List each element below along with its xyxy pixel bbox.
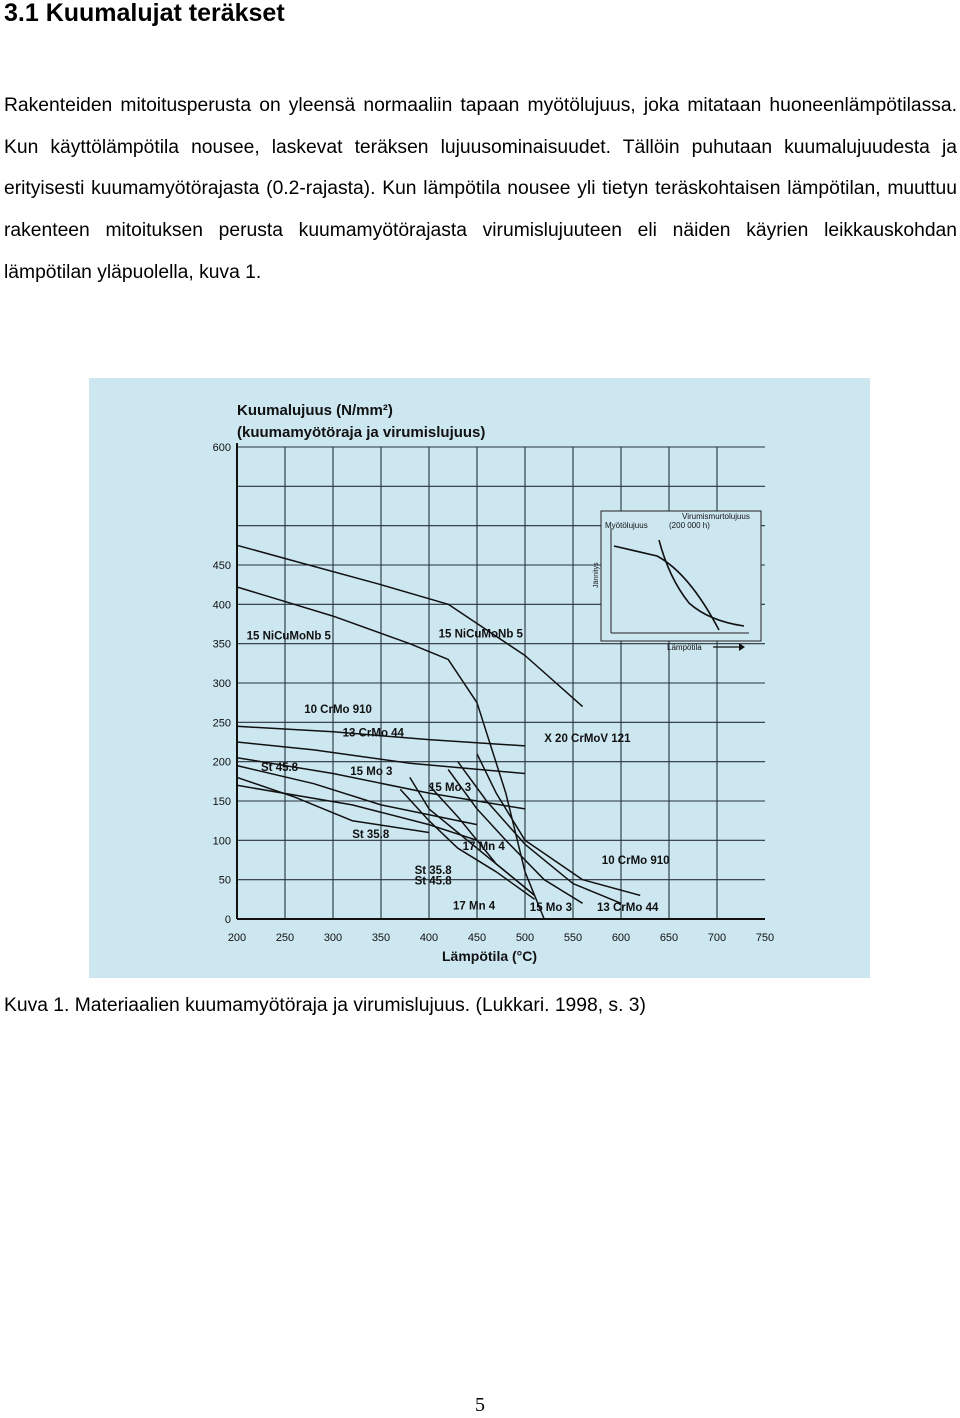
inset-diagram (593, 511, 761, 652)
inset-label-creep-hours: (200 000 h) (669, 521, 710, 530)
curve-annotation: St 35.8 (352, 828, 390, 841)
series-line (458, 762, 621, 904)
body-paragraph: Rakenteiden mitoitusperusta on yleensä normaaliin tapaan myötölujuus, joka mitataan huoneenlämpötilassa. Kun käyttölämpötila nousee, laskevat teräksen lujuusominaisuudet. Tällöin puhutaan kuumalujuudesta ja erityisesti kuumamyötörajasta (0.2-rajasta). Kun lämpötila nousee yli tietyn teräskohtaisen lämpötilan, muuttuu rakenteen mitoituksen perusta kuumamyötörajasta virumislujuuteen eli näiden käyrien leikkauskohdan lämpötilan yläpuolella, kuva 1. (4, 95, 957, 283)
series-line (477, 754, 640, 896)
x-tick-label: 650 (659, 932, 679, 944)
inset-label-temperature: Lämpötila (667, 643, 702, 652)
curve-annotation: 10 CrMo 910 (304, 703, 372, 716)
y-tick-label: 0 (224, 914, 231, 926)
y-tick-label: 150 (212, 796, 231, 808)
x-tick-label: 700 (707, 932, 727, 944)
curve-annotation: St 45.8 (414, 875, 452, 888)
x-tick-label: 500 (515, 932, 535, 944)
curve-annotation: 15 NiCuMoNb 5 (438, 628, 523, 641)
curve-annotation: 15 Mo 3 (429, 781, 472, 794)
chart-title: Kuumalujuus (N/mm²) (237, 402, 393, 419)
inset-box (601, 511, 761, 641)
curve-annotation: 15 Mo 3 (350, 766, 393, 779)
inset-label-yield: Myötölujuus (605, 521, 648, 530)
curve-annotation: 17 Mn 4 (453, 900, 496, 913)
x-tick-label: 300 (323, 932, 343, 944)
y-tick-label: 250 (212, 717, 231, 730)
curve-annotation: 15 Mo 3 (529, 902, 572, 915)
figure-caption: Kuva 1. Materiaalien kuumamyötöraja ja virumislujuus. (Lukkari. 1998, s. 3) (4, 995, 646, 1016)
y-tick-label: 400 (212, 599, 231, 612)
y-tick-label: 200 (212, 756, 231, 769)
curve-annotation: 15 NiCuMoNb 5 (246, 630, 331, 643)
curve-annotation: 13 CrMo 44 (597, 902, 659, 915)
figure-chart (89, 378, 870, 978)
curve-annotation: St 45.8 (261, 762, 299, 775)
curve-annotation: 10 CrMo 910 (601, 854, 670, 867)
x-tick-label: 400 (419, 932, 439, 944)
x-tick-label: 450 (467, 932, 487, 944)
strength-temperature-chart (89, 378, 870, 978)
x-tick-label: 250 (275, 932, 295, 944)
curve-annotation: 13 CrMo 44 (342, 727, 404, 740)
x-tick-label: 200 (227, 932, 247, 944)
chart-subtitle: (kuumamyötöraja ja virumislujuus) (237, 424, 486, 441)
curve-annotation: 17 Mn 4 (462, 840, 505, 853)
x-tick-label: 750 (755, 932, 775, 944)
x-tick-label: 350 (371, 932, 391, 944)
curve-annotation: X 20 CrMoV 121 (544, 733, 631, 745)
y-tick-label: 600 (212, 442, 231, 454)
y-tick-label: 350 (212, 638, 231, 651)
page-number: 5 (475, 1394, 485, 1416)
y-tick-label: 300 (212, 678, 231, 690)
y-tick-label: 100 (212, 835, 231, 848)
x-tick-label: 600 (611, 932, 631, 944)
inset-label-stress: Jännitys (593, 562, 600, 588)
section-heading: 3.1 Kuumalujat teräkset (4, 0, 285, 27)
y-tick-label: 450 (212, 560, 231, 572)
inset-label-creep: Virumismurtolujuus (682, 512, 750, 521)
y-tick-label: 50 (218, 874, 231, 887)
x-axis-title: Lämpötila (°C) (442, 948, 538, 964)
series-line (237, 545, 583, 706)
curve-annotation: St 35.8 (414, 865, 452, 878)
x-tick-label: 550 (563, 932, 583, 944)
